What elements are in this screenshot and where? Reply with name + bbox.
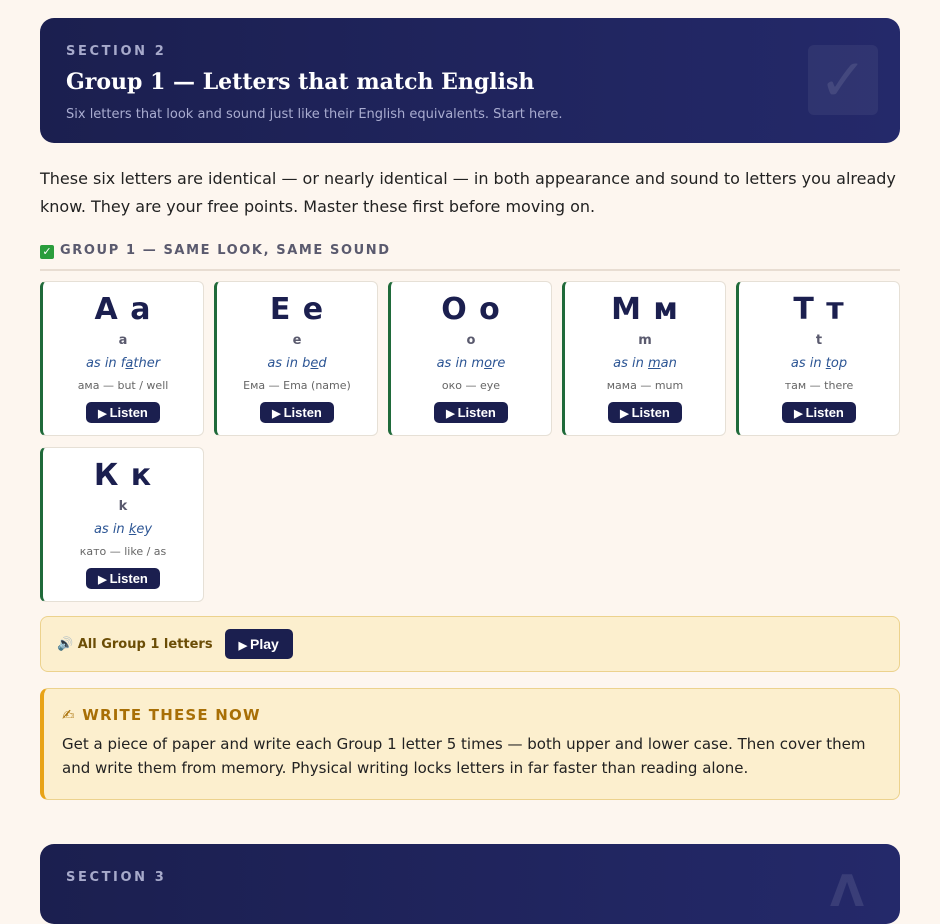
group-heading bbox=[40, 243, 900, 271]
letter-card bbox=[40, 447, 204, 602]
write-these-now-callout bbox=[40, 688, 900, 800]
listen-button[interactable]: ▶ Listen bbox=[434, 402, 508, 423]
play-icon: ▶ bbox=[272, 408, 281, 420]
letter-transliteration: m bbox=[638, 333, 652, 348]
section-label: SECTION 2 bbox=[66, 44, 167, 59]
letter-a-watermark-icon: Λ bbox=[829, 866, 864, 917]
letter-card bbox=[562, 281, 726, 436]
callout-body: Get a piece of paper and write each Group 1 letter 5 times — both upper and lower case. Then cover them and write them from memory. Physical writing locks letters in far faster than reading alone. bbox=[62, 735, 866, 777]
listen-button[interactable]: ▶ Listen bbox=[86, 568, 160, 589]
letter-glyph: К к bbox=[93, 458, 153, 493]
letter-grid bbox=[40, 281, 900, 602]
play-all-bar bbox=[40, 616, 900, 672]
letter-transliteration: e bbox=[292, 333, 302, 348]
example-word: Ема — Ema (name) bbox=[243, 379, 351, 392]
example-word: око — eye bbox=[441, 379, 501, 392]
pronunciation-hint: as in bed bbox=[267, 356, 327, 371]
letter-glyph: Т т bbox=[793, 292, 845, 327]
letter-card bbox=[736, 281, 900, 436]
pronunciation-hint: as in key bbox=[93, 522, 153, 537]
letter-transliteration: a bbox=[118, 333, 128, 348]
example-word: като — like / as bbox=[79, 545, 167, 558]
pronunciation-hint: as in top bbox=[790, 356, 848, 371]
play-icon: ▶ bbox=[238, 640, 248, 652]
play-icon: ▶ bbox=[446, 408, 455, 420]
play-icon: ▶ bbox=[98, 574, 107, 586]
play-icon: ▶ bbox=[620, 408, 629, 420]
group-heading-label: GROUP 1 — SAME LOOK, SAME SOUND bbox=[60, 243, 391, 258]
play-icon: ▶ bbox=[794, 408, 803, 420]
play-icon: ▶ bbox=[98, 408, 107, 420]
writing-hand-icon: ✍ bbox=[62, 706, 76, 724]
example-word: там — there bbox=[784, 379, 854, 392]
pronunciation-hint: as in father bbox=[85, 356, 161, 371]
letter-glyph: О о bbox=[441, 292, 501, 327]
section-2-header bbox=[40, 18, 900, 143]
letter-transliteration: k bbox=[118, 499, 128, 514]
letter-transliteration: o bbox=[466, 333, 476, 348]
letter-glyph: Е е bbox=[269, 292, 325, 327]
section-subtitle: Six letters that look and sound just like their English equivalents. Start here. bbox=[66, 107, 563, 122]
example-word: ама — but / well bbox=[77, 379, 169, 392]
pronunciation-hint: as in man bbox=[613, 356, 677, 371]
check-box-icon: ✓ bbox=[40, 245, 54, 259]
example-word: мама — mum bbox=[606, 379, 684, 392]
letter-glyph: М м bbox=[611, 292, 679, 327]
check-mark-icon: ✓ bbox=[808, 45, 878, 115]
section-title: Group 1 — Letters that match English bbox=[66, 69, 535, 95]
listen-button[interactable]: ▶ Listen bbox=[782, 402, 856, 423]
letter-card bbox=[40, 281, 204, 436]
play-all-button[interactable]: ▶ Play bbox=[225, 629, 293, 659]
intro-paragraph: These six letters are identical — or nearly identical — in both appearance and sound to letters you already know. They are your free points. Master these first before moving on. bbox=[40, 169, 896, 216]
listen-button[interactable]: ▶ Listen bbox=[608, 402, 682, 423]
letter-transliteration: t bbox=[815, 333, 823, 348]
section-label: SECTION 3 bbox=[66, 870, 167, 885]
letter-card bbox=[214, 281, 378, 436]
pronunciation-hint: as in more bbox=[436, 356, 506, 371]
play-all-label: 🔊 All Group 1 letters bbox=[57, 636, 213, 652]
letter-card bbox=[388, 281, 552, 436]
listen-button[interactable]: ▶ Listen bbox=[86, 402, 160, 423]
letter-glyph: А а bbox=[94, 292, 152, 327]
section-3-header bbox=[40, 844, 900, 924]
listen-button[interactable]: ▶ Listen bbox=[260, 402, 334, 423]
callout-heading: ✍ WRITE THESE NOW bbox=[62, 706, 261, 724]
speaker-icon: 🔊 bbox=[57, 636, 74, 652]
